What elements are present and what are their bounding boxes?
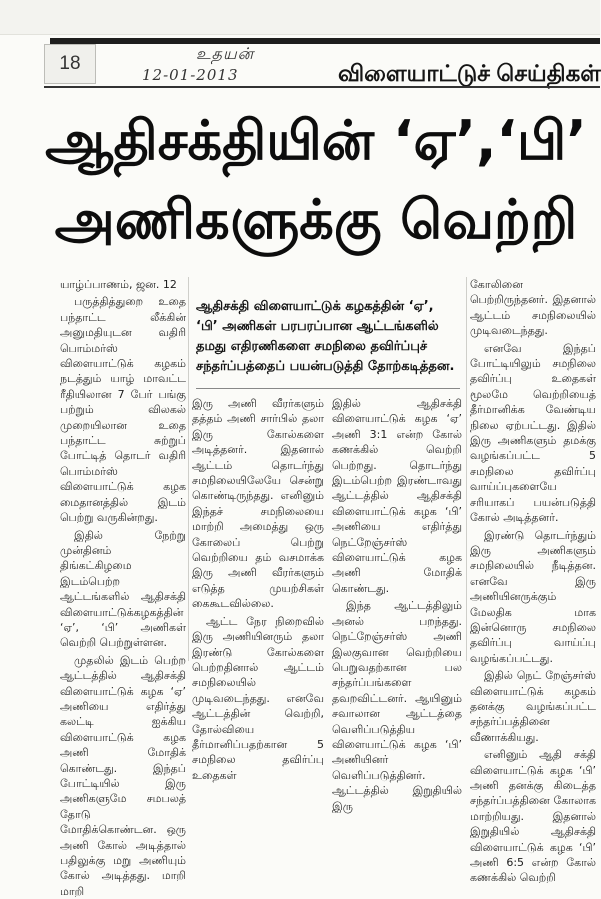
paragraph: இதில் நேற்று முன்தினம் திங்கட்கிழமை இடம்பெற்ற ஆட்டங்களில் ஆதிசக்தி விளையாட்டுக்கழகத்தின் ‘ஏ’, ‘பி’ அணிகள் வெற்றி பெற்றுள்ளன. [60,528,186,650]
paragraph: இரு அணி வீரர்களும் தத்தம் அணி சார்பில் தலா இரு கோல்களை அடித்தனர். இதனால் ஆட்டம் தொடர்ந்து சமநிலையிலேயே சென்று கொண்டிருந்தது. எனினும் இந்தச் சமநிலையை மாற்றி அமைத்து ஒரு கோலைப் பெற்று வெற்றியை தம் வசமாக்க இரு அணி வீரர்களும் எடுத்த முயற்சிகள் கைகூடவில்லை. [192,397,324,611]
paragraph: இதில் ஆதிசக்தி விளையாட்டுக் கழக ‘ஏ’ அணி 3:1 என்ற கோல் கணக்கில் வெற்றி பெற்றது. தொடர்ந்து இடம்பெற்ற இரண்டாவது ஆட்டத்தில் ஆதிசக்தி விளையாட்டுக் கழக ‘பி’ அணியை எதிர்த்து நெட்றேஞ்சர்ஸ் விளையாட்டுக் கழக அணி மோதிக் கொண்டது. [332,397,462,595]
paragraph: கோலினை பெற்றிருந்தனர். இதனால் ஆட்டம் சமநிலையில் முடிவடைந்தது. [470,278,596,338]
paragraph: இதில் நெட் றேஞ்சர்ஸ் விளையாட்டுக் கழகம் தனக்கு வழங்கப்பட்ட சந்தர்ப்பத்தினை வீணாக்கியது. [470,669,596,744]
headline-line-2: அணிகளுக்கு வெற்றி [54,188,578,251]
scan-top-margin [0,0,600,35]
paragraph: எனினும் ஆதி சக்தி விளையாட்டுக் கழக ‘பி’ அணி தனக்கு கிடைத்த சந்தர்ப்பத்தினை கோலாக மாற்றியது. இதனால் இறுதியில் ஆதிசக்தி விளையாட்டுக் கழக ‘பி’ அணி 6:5 என்ற கோல் கணக்கில் வெற்றி [470,748,596,885]
article-column-2 [192,396,324,782]
handwritten-newspaper-name: உதயன் [196,44,255,63]
dateline: யாழ்ப்பாணம், ஜன. 12 [60,278,177,291]
paragraph: பருத்தித்துறை உதை பந்தாட்ட லீக்கின் அனுமதியுடன வதிரி பொம்மர்ஸ் விளையாட்டுக் கழகம் நடத்தும் யாழ் மாவட்ட ரீதியிலான 7 பேர் பங்கு பற்றும் விலகல் முறையிலான உதை பந்தாட்ட சுற்றுப் போட்டித் தொடர் வதிரி பொம்மர்ஸ் விளையாட்டுக் கழக மைதானத்தில் இடம் பெற்று வருகின்றது. [60,295,186,525]
section-title: விளையாட்டுச் செய்திகள் [338,60,601,86]
article-column-1 [60,277,186,898]
article-column-3 [332,396,462,813]
handwritten-date: 12-01-2013 [142,66,239,84]
headline-line-1: ஆதிசக்தியின் ‘ஏ’,‘பி’ [45,109,587,172]
paragraph: ஆட்ட நேர நிறைவில் இரு அணியினரும் தலா இரண்டு கோல்களை பெற்றதினால் ஆட்டம் சமநிலையில் முடிவடைந்தது. எனவே ஆட்டத்தின் வெற்றி, தோல்வியை தீர்மானிப்பதற்கான 5 சமநிலை தவிர்ப்பு உதைகள் [192,614,324,782]
header-rule [50,38,600,44]
column-divider [466,277,467,661]
paragraph: எனவே இந்தப் போட்டியிலும் சமநிலை தவிர்ப்பு உதைகள் மூலமே வெற்றியைத் தீர்மானிக்க வேண்டிய நிலை ஏற்பட்டது. இதில் இரு அணிகளும் தமக்கு வழங்கப்பட்ட 5 சமநிலை தவிர்ப்பு வாய்ப்புகளையே சரியாகப் பயன்படுத்தி கோல் அடித்தனர். [470,341,596,525]
paragraph: இரண்டு தொடர்ந்தும் இரு அணிகளும் சமநிலையில் நீடித்தன. எனவே இரு அணியினருக்கும் மேலதிக மாக இன்னொரு சமநிலை தவிர்ப்பு வாய்ப்பு வழங்கப்பட்டது. [470,528,596,665]
page-number: 18 [44,44,96,84]
paragraph: முதலில் இடம் பெற்ற ஆட்டத்தில் ஆதிசக்தி விளையாட்டுக் கழக ‘ஏ’ அணியை எதிர்த்து கலட்டி ஐக்கிய விளையாட்டுக் கழக அணி மோதிக் கொண்டது. இந்தப் போட்டியில் இரு அணிகளுமே சமபலத் தோடு மோதிக்கொண்டன. ஒரு அணி கோல் அடித்தால் பதிலுக்கு மறு அணியும் கோல் அடித்தது. மாறி மாறி [60,653,186,898]
section-rule [44,86,600,88]
deck-rule [196,388,460,389]
article-deck: ஆதிசக்தி விளையாட்டுக் கழகத்தின் ‘ஏ’, ‘பி’ அணிகள் பரபரப்பான ஆட்டங்களில் தமது எதிரணிகளை சமநிலை தவிர்ப்புச் சந்தர்ப்பத்தைப் பயன்படுத்தி தோற்கடித்தன. [196,299,455,374]
article-column-4 [470,277,596,885]
column-divider [188,277,189,661]
paragraph: இந்த ஆட்டத்திலும் அனல் பறந்தது. நெட்றேஞ்சர்ஸ் அணி இலகுவான வெற்றியை பெறுவதற்கான பல சந்தர்ப்பங்களை தவறவிட்டனர். ஆயினும் சவாலான ஆட்டத்தை வெளிப்படுத்திய விளையாட்டுக் கழக ‘பி’ அணியினர் வெளிப்படுத்தினர். ஆட்டத்தில் இறுதியில் இரு [332,599,462,813]
